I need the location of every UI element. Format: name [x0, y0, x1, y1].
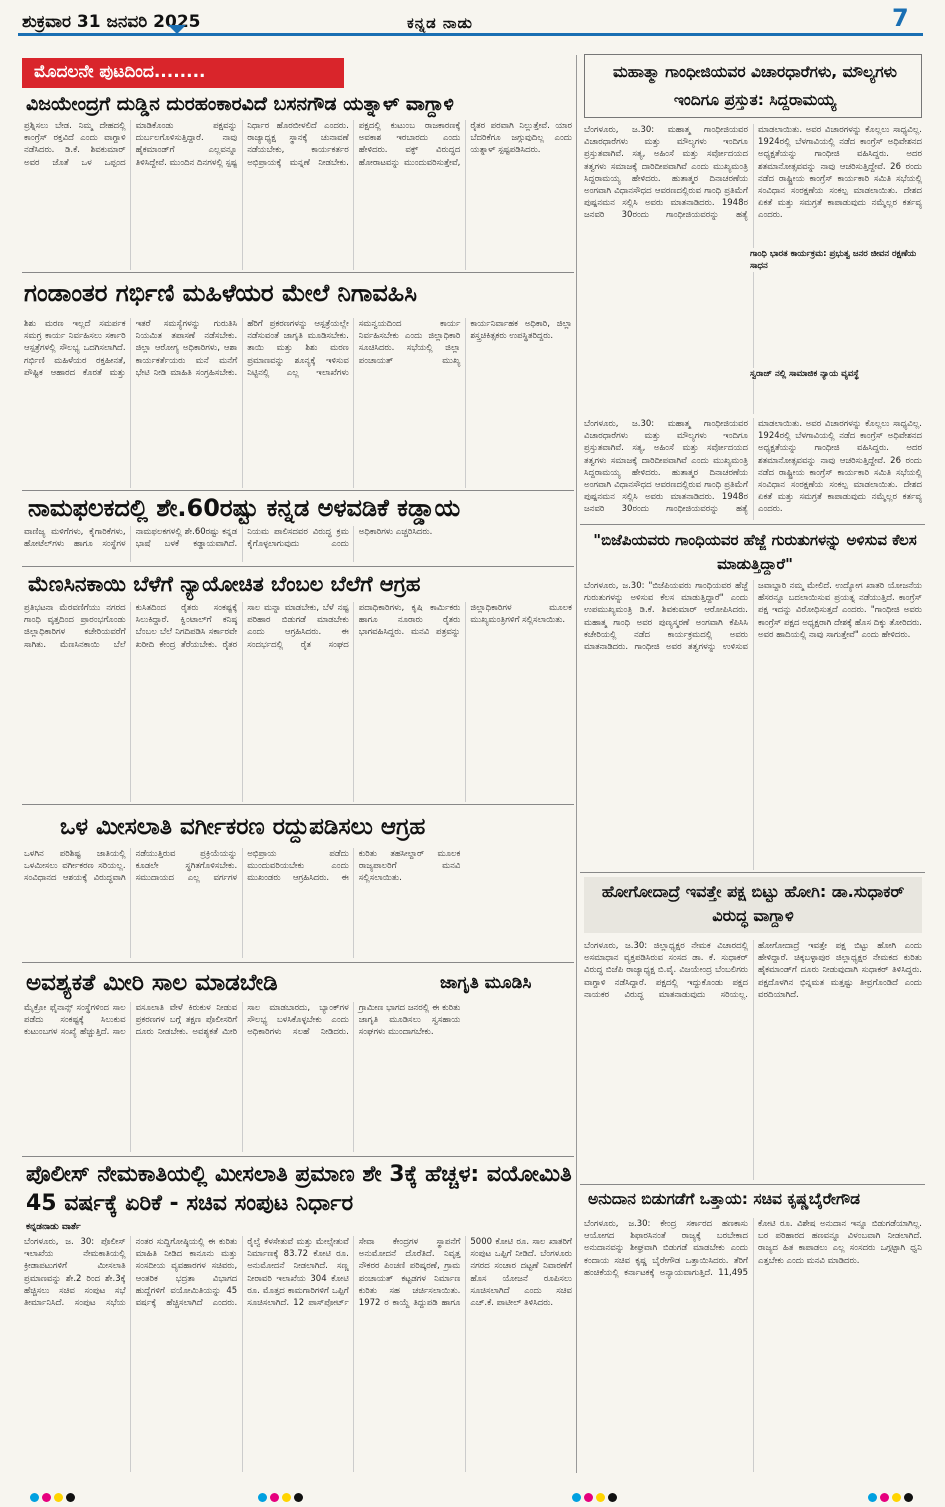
article-body: ಮೈಕ್ರೋ ಫೈನಾನ್ಸ್ ಸಂಸ್ಥೆಗಳಿಂದ ಸಾಲ ಪಡೆದು ಸಂಕಷ್ಟಕ್ಕೆ ಸಿಲುಕುವ ಕುಟುಂಬಗಳ ಸಂಖ್ಯೆ ಹೆಚ್ಚುತ್ತಿದೆ. ಸಾಲ ವಸೂಲಾತಿ ವೇಳೆ ಕಿರುಕುಳ ನೀಡುವ ಪ್ರಕರಣಗಳ ಬಗ್ಗೆ ತಕ್ಷಣ ಪೊಲೀಸರಿಗೆ ದೂರು ನೀಡಬೇಕು. ಅವಶ್ಯಕತೆ ಮೀರಿ ಸಾಲ ಮಾಡಬಾರದು, ಬ್ಯಾಂಕ್‌ಗಳ ಸೌಲಭ್ಯ ಬಳಸಿಕೊಳ್ಳಬೇಕು ಎಂದು ಅಧಿಕಾರಿಗಳು ಸಲಹೆ ನೀಡಿದರು. ಗ್ರಾಮೀಣ ಭಾಗದ ಜನರಲ್ಲಿ ಈ ಕುರಿತು ಜಾಗೃತಿ ಮೂಡಿಸಲು ಸ್ವಸಹಾಯ ಸಂಘಗಳು ಮುಂದಾಗಬೇಕು. [24, 1003, 461, 1038]
header-rule [18, 33, 923, 36]
article-headline: ಹೋಗೋದಾದ್ರೆ ಇವತ್ತೇ ಪಕ್ಷ ಬಿಟ್ಟು ಹೋಗಿ: ಡಾ.ಸುಧಾಕರ್ ವಿರುದ್ಧ ವಾಗ್ದಾಳಿ [601, 882, 905, 925]
divider [22, 804, 574, 805]
byline: ಕನ್ನಡನಾಡು ವಾರ್ತೆ [26, 1222, 81, 1232]
article-headline: ಮೆಣಸಿನಕಾಯಿ ಬೆಳೆಗೆ ನ್ಯಾಯೋಚಿತ ಬೆಂಬಲ ಬೆಲೆಗೆ ಆಗ್ರಹ [28, 572, 421, 596]
article-body: ಪ್ರತಿಭಟನಾ ಮೆರವಣಿಗೆಯು ನಗರದ ಗಾಂಧಿ ವೃತ್ತದಿಂದ ಪ್ರಾರಂಭಗೊಂಡು ಜಿಲ್ಲಾಧಿಕಾರಿಗಳ ಕಚೇರಿಯವರೆಗೆ ಸಾಗಿತು. ಮೆಣಸಿನಕಾಯಿ ಬೆಲೆ ಕುಸಿತದಿಂದ ರೈತರು ಸಂಕಷ್ಟಕ್ಕೆ ಸಿಲುಕಿದ್ದಾರೆ. ಕ್ವಿಂಟಾಲ್‌ಗೆ ಕನಿಷ್ಠ ಬೆಂಬಲ ಬೆಲೆ ನಿಗದಿಪಡಿಸಿ ಸರ್ಕಾರವೇ ಖರೀದಿ ಕೇಂದ್ರ ತೆರೆಯಬೇಕು. ರೈತರ ಸಾಲ ಮನ್ನಾ ಮಾಡಬೇಕು, ಬೆಳೆ ನಷ್ಟ ಪರಿಹಾರ ಬಿಡುಗಡೆ ಮಾಡಬೇಕು ಎಂದು ಆಗ್ರಹಿಸಿದರು. ಈ ಸಂದರ್ಭದಲ್ಲಿ ರೈತ ಸಂಘದ ಪದಾಧಿಕಾರಿಗಳು, ಕೃಷಿ ಕಾರ್ಮಿಕರು ಹಾಗೂ ನೂರಾರು ರೈತರು ಭಾಗವಹಿಸಿದ್ದರು. ಮನವಿ ಪತ್ರವನ್ನು ಜಿಲ್ಲಾಧಿಕಾರಿಗಳ ಮೂಲಕ ಮುಖ್ಯಮಂತ್ರಿಗಳಿಗೆ ಸಲ್ಲಿಸಲಾಯಿತು. [24, 603, 572, 650]
yellow-registration-dot [892, 1493, 901, 1502]
cyan-registration-dot [258, 1493, 267, 1502]
black-registration-dot [608, 1493, 617, 1502]
article-subheadline: ಜಾಗೃತಿ ಮೂಡಿಸಿ [440, 973, 532, 993]
header-rule-notch [168, 25, 186, 34]
magenta-registration-dot [270, 1493, 279, 1502]
divider [22, 490, 574, 491]
registration-marks-center-left [258, 1493, 303, 1503]
article-body: ಬೆಂಗಳೂರು, ಜ. 30: ಪೊಲೀಸ್ ಇಲಾಖೆಯ ನೇಮಕಾತಿಯಲ್ಲಿ ಕ್ರೀಡಾಪಟುಗಳಿಗೆ ಮೀಸಲಾತಿ ಪ್ರಮಾಣವನ್ನು ಶೇ.2 ರಿಂದ ಶೇ.3ಕ್ಕೆ ಹೆಚ್ಚಿಸಲು ಸಚಿವ ಸಂಪುಟ ಸಭೆ ತೀರ್ಮಾನಿಸಿದೆ. ಸಂಪುಟ ಸಭೆಯ ನಂತರ ಸುದ್ದಿಗೋಷ್ಠಿಯಲ್ಲಿ ಈ ಕುರಿತು ಮಾಹಿತಿ ನೀಡಿದ ಕಾನೂನು ಮತ್ತು ಸಂಸದೀಯ ವ್ಯವಹಾರಗಳ ಸಚಿವರು, ಆಂತರಿಕ ಭದ್ರತಾ ವಿಭಾಗದ ಹುದ್ದೆಗಳಿಗೆ ವಯೋಮಿತಿಯನ್ನು 45 ವರ್ಷಕ್ಕೆ ಹೆಚ್ಚಿಸಲಾಗಿದೆ ಎಂದರು. ರೈಲ್ವೆ ಕೆಳಸೇತುವೆ ಮತ್ತು ಮೇಲ್ಸೇತುವೆ ನಿರ್ಮಾಣಕ್ಕೆ 83.72 ಕೋಟಿ ರೂ. ಅನುಮೋದನೆ ನೀಡಲಾಗಿದೆ. ಸಣ್ಣ ನೀರಾವರಿ ಇಲಾಖೆಯ 304 ಕೋಟಿ ರೂ. ಮೊತ್ತದ ಕಾಮಗಾರಿಗಳಿಗೆ ಒಪ್ಪಿಗೆ ಸೂಚಿಸಲಾಗಿದೆ. 12 ಪಾಸ್‌ಪೋರ್ಟ್ ಸೇವಾ ಕೇಂದ್ರಗಳ ಸ್ಥಾಪನೆಗೆ ಅನುಮೋದನೆ ದೊರೆತಿದೆ. ನಿವೃತ್ತ ನೌಕರರ ಪಿಂಚಣಿ ಪರಿಷ್ಕರಣೆ, ಗ್ರಾಮ ಪಂಚಾಯತ್ ಕಟ್ಟಡಗಳ ನಿರ್ಮಾಣ ಕುರಿತು ಸಹ ಚರ್ಚಿಸಲಾಯಿತು. 1972 ರ ಕಾಯ್ದೆ ತಿದ್ದುಪಡಿ ಹಾಗೂ 5000 ಕೋಟಿ ರೂ. ಸಾಲ ಖಾತರಿಗೆ ಸಂಪುಟ ಒಪ್ಪಿಗೆ ನೀಡಿದೆ. ಬೆಂಗಳೂರು ನಗರದ ಸಂಚಾರ ದಟ್ಟಣೆ ನಿವಾರಣೆಗೆ ಹೊಸ ಯೋಜನೆ ರೂಪಿಸಲು ಸೂಚಿಸಲಾಗಿದೆ ಎಂದು ಸಚಿವ ಎಚ್.ಕೆ. ಪಾಟೀಲ್ ತಿಳಿಸಿದರು. [24, 1237, 572, 1309]
article-headline: ಒಳ ಮೀಸಲಾತಿ ವರ್ಗೀಕರಣ ರದ್ದುಪಡಿಸಲು ಆಗ್ರಹ [60, 814, 426, 840]
article-headline: ವಿಜಯೇಂದ್ರಗೆ ದುಡ್ಡಿನ ದುರಹಂಕಾರವಿದೆ ಬಸನಗೌಡ ಯತ್ನಾಳ್ ವಾಗ್ದಾಳಿ [26, 93, 454, 115]
article-body-continued: ಬೆಂಗಳೂರು, ಜ.30: ಮಹಾತ್ಮ ಗಾಂಧೀಜಿಯವರ ವಿಚಾರಧಾರೆಗಳು ಮತ್ತು ಮೌಲ್ಯಗಳು ಇಂದಿಗೂ ಪ್ರಸ್ತುತವಾಗಿವೆ. ಸತ್ಯ, ಅಹಿಂಸೆ ಮತ್ತು ಸರ್ವೋದಯದ ತತ್ವಗಳು ಸಮಾಜಕ್ಕೆ ದಾರಿದೀಪವಾಗಿವೆ ಎಂದು ಮುಖ್ಯಮಂತ್ರಿ ಸಿದ್ದರಾಮಯ್ಯ ಹೇಳಿದರು. ಹುತಾತ್ಮರ ದಿನಾಚರಣೆಯ ಅಂಗವಾಗಿ ವಿಧಾನಸೌಧದ ಆವರಣದಲ್ಲಿರುವ ಗಾಂಧಿ ಪ್ರತಿಮೆಗೆ ಪುಷ್ಪನಮನ ಸಲ್ಲಿಸಿ ಅವರು ಮಾತನಾಡಿದರು. 1948ರ ಜನವರಿ 30ರಂದು ಗಾಂಧೀಜಿಯವರನ್ನು ಹತ್ಯೆ ಮಾಡಲಾಯಿತು. ಅವರ ವಿಚಾರಗಳನ್ನು ಕೊಲ್ಲಲು ಸಾಧ್ಯವಿಲ್ಲ. 1924ರಲ್ಲಿ ಬೆಳಗಾವಿಯಲ್ಲಿ ನಡೆದ ಕಾಂಗ್ರೆಸ್ ಅಧಿವೇಶನದ ಅಧ್ಯಕ್ಷತೆಯನ್ನು ಗಾಂಧೀಜಿ ವಹಿಸಿದ್ದರು. ಅದರ ಶತಮಾನೋತ್ಸವವನ್ನು ನಾವು ಆಚರಿಸುತ್ತಿದ್ದೇವೆ. 26 ರಂದು ನಡೆದ ರಾಷ್ಟ್ರೀಯ ಕಾಂಗ್ರೆಸ್ ಕಾರ್ಯಕಾರಿ ಸಮಿತಿ ಸಭೆಯಲ್ಲಿ ಸಂವಿಧಾನ ಸಂರಕ್ಷಣೆಯ ಸಂಕಲ್ಪ ಮಾಡಲಾಯಿತು. ದೇಶದ ಏಕತೆ ಮತ್ತು ಸಮಗ್ರತೆ ಕಾಪಾಡುವುದು ನಮ್ಮೆಲ್ಲರ ಕರ್ತವ್ಯ ಎಂದರು. [584, 419, 922, 515]
article-headline: "ಬಿಜೆಪಿಯವರು ಗಾಂಧಿಯವರ ಹೆಜ್ಜೆ ಗುರುತುಗಳನ್ನು ಅಳಿಸುವ ಕೆಲಸ ಮಾಡುತ್ತಿದ್ದಾರೆ" [593, 531, 917, 573]
magenta-registration-dot [880, 1493, 889, 1502]
continued-from-front-kicker: ಮೊದಲನೇ ಪುಟದಿಂದ........ [22, 58, 344, 88]
divider [22, 1156, 574, 1157]
article-headline: ನಾಮಫಲಕದಲ್ಲಿ ಶೇ.60ರಷ್ಟು ಕನ್ನಡ ಅಳವಡಿಕೆ ಕಡ್ಡಾಯ [28, 494, 461, 522]
article-headline: ಮಹಾತ್ಮಾ ಗಾಂಧೀಜಿಯವರ ವಿಚಾರಧಾರೆಗಳು, ಮೌಲ್ಯಗಳು ಇಂದಿಗೂ ಪ್ರಸ್ತುತ: ಸಿದ್ದರಾಮಯ್ಯ [613, 63, 897, 109]
page-number: 7 [892, 4, 909, 32]
yellow-registration-dot [596, 1493, 605, 1502]
article-body: ವಾಣಿಜ್ಯ ಮಳಿಗೆಗಳು, ಕೈಗಾರಿಕೆಗಳು, ಹೋಟೆಲ್‌ಗಳು ಹಾಗೂ ಸಂಸ್ಥೆಗಳ ನಾಮಫಲಕಗಳಲ್ಲಿ ಶೇ.60ರಷ್ಟು ಕನ್ನಡ ಭಾಷೆ ಬಳಕೆ ಕಡ್ಡಾಯವಾಗಿದೆ. ನಿಯಮ ಪಾಲಿಸದವರ ವಿರುದ್ಧ ಕ್ರಮ ಕೈಗೊಳ್ಳಲಾಗುವುದು ಎಂದು ಅಧಿಕಾರಿಗಳು ಎಚ್ಚರಿಸಿದರು. [24, 527, 433, 550]
article-body: ಬೆಂಗಳೂರು, ಜ.30: ಕೇಂದ್ರ ಸರ್ಕಾರದ ಹಣಕಾಸು ಆಯೋಗದ ಶಿಫಾರಸಿನಂತೆ ರಾಜ್ಯಕ್ಕೆ ಬರಬೇಕಾದ ಅನುದಾನವನ್ನು ಶೀಘ್ರವಾಗಿ ಬಿಡುಗಡೆ ಮಾಡಬೇಕು ಎಂದು ಕಂದಾಯ ಸಚಿವ ಕೃಷ್ಣ ಬೈರೇಗೌಡ ಒತ್ತಾಯಿಸಿದರು. ತೆರಿಗೆ ಹಂಚಿಕೆಯಲ್ಲಿ ಕರ್ನಾಟಕಕ್ಕೆ ಅನ್ಯಾಯವಾಗುತ್ತಿದೆ. 11,495 ಕೋಟಿ ರೂ. ವಿಶೇಷ ಅನುದಾನ ಇನ್ನೂ ಬಿಡುಗಡೆಯಾಗಿಲ್ಲ. ಬರ ಪರಿಹಾರದ ಹಣವನ್ನೂ ವಿಳಂಬವಾಗಿ ನೀಡಲಾಗಿದೆ. ರಾಜ್ಯದ ಹಿತ ಕಾಪಾಡಲು ಎಲ್ಲ ಸಂಸದರು ಒಗ್ಗಟ್ಟಾಗಿ ಧ್ವನಿ ಎತ್ತಬೇಕು ಎಂದು ಮನವಿ ಮಾಡಿದರು. [584, 1219, 922, 1278]
black-registration-dot [66, 1493, 75, 1502]
divider [580, 524, 925, 525]
masthead: ಕನ್ನಡ ನಾಡು [407, 14, 473, 32]
article-headline: ಗಂಡಾಂತರ ಗರ್ಭಿಣಿ ಮಹಿಳೆಯರ ಮೇಲೆ ನಿಗಾವಹಿಸಿ [24, 279, 417, 307]
article-body: ಪ್ರಶ್ನಿಸಲು ಬೇಡ. ನಿಮ್ಮ ದೇಹದಲ್ಲಿ ಕಾಂಗ್ರೆಸ್ ರಕ್ತವಿದೆ ಎಂದು ವಾಗ್ದಾಳಿ ನಡೆಸಿದರು. ಡಿ.ಕೆ. ಶಿವಕುಮಾರ್ ಅವರ ಜೊತೆ ಒಳ ಒಪ್ಪಂದ ಮಾಡಿಕೊಂಡು ಪಕ್ಷವನ್ನು ದುರ್ಬಲಗೊಳಿಸುತ್ತಿದ್ದಾರೆ. ನಾವು ಹೈಕಮಾಂಡ್‌ಗೆ ಎಲ್ಲವನ್ನೂ ತಿಳಿಸಿದ್ದೇವೆ. ಮುಂದಿನ ದಿನಗಳಲ್ಲಿ ಸ್ಪಷ್ಟ ನಿರ್ಧಾರ ಹೊರಬೀಳಲಿದೆ ಎಂದರು. ರಾಜ್ಯಾಧ್ಯಕ್ಷ ಸ್ಥಾನಕ್ಕೆ ಚುನಾವಣೆ ನಡೆಯಬೇಕು, ಕಾರ್ಯಕರ್ತರ ಅಭಿಪ್ರಾಯಕ್ಕೆ ಮನ್ನಣೆ ನೀಡಬೇಕು. ಪಕ್ಷದಲ್ಲಿ ಕುಟುಂಬ ರಾಜಕಾರಣಕ್ಕೆ ಅವಕಾಶ ಇರಬಾರದು ಎಂದು ಹೇಳಿದರು. ವಕ್ಫ್ ವಿರುದ್ಧದ ಹೋರಾಟವನ್ನು ಮುಂದುವರಿಸುತ್ತೇವೆ, ರೈತರ ಪರವಾಗಿ ನಿಲ್ಲುತ್ತೇವೆ. ಯಾರ ಬೆದರಿಕೆಗೂ ಜಗ್ಗುವುದಿಲ್ಲ ಎಂದು ಯತ್ನಾಳ್ ಸ್ಪಷ್ಟಪಡಿಸಿದರು. [24, 121, 572, 168]
black-registration-dot [294, 1493, 303, 1502]
divider [580, 872, 925, 873]
column-divider [576, 55, 577, 1473]
article-body: ಬೆಂಗಳೂರು, ಜ.30: ಜಿಲ್ಲಾಧ್ಯಕ್ಷರ ನೇಮಕ ವಿಚಾರದಲ್ಲಿ ಅಸಮಾಧಾನ ವ್ಯಕ್ತಪಡಿಸಿರುವ ಸಂಸದ ಡಾ. ಕೆ. ಸುಧಾಕರ್ ವಿರುದ್ಧ ಬಿಜೆಪಿ ರಾಜ್ಯಾಧ್ಯಕ್ಷ ಬಿ.ವೈ. ವಿಜಯೇಂದ್ರ ಬೆಂಬಲಿಗರು ವಾಗ್ದಾಳಿ ನಡೆಸಿದ್ದಾರೆ. ಪಕ್ಷದಲ್ಲಿ ಇದ್ದುಕೊಂಡು ಪಕ್ಷದ ನಾಯಕರ ವಿರುದ್ಧ ಮಾತನಾಡುವುದು ಸರಿಯಲ್ಲ. ಹೋಗೋದಾದ್ರೆ ಇವತ್ತೇ ಪಕ್ಷ ಬಿಟ್ಟು ಹೋಗಿ ಎಂದು ಹೇಳಿದ್ದಾರೆ. ಚಿಕ್ಕಬಳ್ಳಾಪುರ ಜಿಲ್ಲಾಧ್ಯಕ್ಷರ ನೇಮಕದ ಕುರಿತು ಹೈಕಮಾಂಡ್‌ಗೆ ದೂರು ನೀಡುವುದಾಗಿ ಸುಧಾಕರ್ ತಿಳಿಸಿದ್ದರು. ಪಕ್ಷದೊಳಗಿನ ಭಿನ್ನಮತ ಮತ್ತಷ್ಟು ತೀವ್ರಗೊಂಡಿದೆ ಎಂದು ವರದಿಯಾಗಿದೆ. [584, 941, 922, 1000]
magenta-registration-dot [584, 1493, 593, 1502]
article-headline: ಅನುದಾನ ಬಿಡುಗಡೆಗೆ ಒತ್ತಾಯ: ಸಚಿವ ಕೃಷ್ಣಬೈರೇಗೌಡ [588, 1190, 861, 1208]
cyan-registration-dot [868, 1493, 877, 1502]
article-headline: ಅವಶ್ಯಕತೆ ಮೀರಿ ಸಾಲ ಮಾಡಬೇಡಿ [26, 970, 278, 996]
article-subheadline: ಸ್ವರಾಜ್ ನಲ್ಲಿ ಸಾಮಾಜಿಕ ನ್ಯಾಯ ವ್ಯವಸ್ಥೆ [750, 368, 922, 380]
registration-marks-right [868, 1493, 913, 1503]
registration-marks-center-right [572, 1493, 617, 1503]
divider [580, 1184, 925, 1185]
article-headline: ಪೊಲೀಸ್ ನೇಮಕಾತಿಯಲ್ಲಿ ಮೀಸಲಾತಿ ಪ್ರಮಾಣ ಶೇ 3ಕ್ಕೆ ಹೆಚ್ಚಳ: ವಯೋಮಿತಿ 45 ವರ್ಷಕ್ಕೆ ಏರಿಕೆ - ಸಚಿವ ಸಂಪುಟ ನಿರ್ಧಾರ [26, 1162, 572, 1216]
divider [22, 566, 574, 567]
yellow-registration-dot [54, 1493, 63, 1502]
magenta-registration-dot [42, 1493, 51, 1502]
article-subheadline: ಗಾಂಧಿ ಭಾರತ ಕಾರ್ಯಕ್ರಮ: ಪ್ರಭುತ್ವ ಜನರ ಜೀವನ ರಕ್ಷಣೆಯ ಸಾಧನ [750, 248, 922, 272]
cyan-registration-dot [30, 1493, 39, 1502]
article-body: ಶಿಶು ಮರಣ ಇಲ್ಲದೆ ಸಮರ್ಪಕ ಸಮಗ್ರ ಕಾರ್ಯ ನಿರ್ವಹಿಸಲು ಸರ್ಕಾರಿ ಆಸ್ಪತ್ರೆಗಳಲ್ಲಿ ಸೌಲಭ್ಯ ಒದಗಿಸಲಾಗಿದೆ. ಗರ್ಭಿಣಿ ಮಹಿಳೆಯರ ರಕ್ತಹೀನತೆ, ಪೌಷ್ಟಿಕ ಆಹಾರದ ಕೊರತೆ ಮತ್ತು ಇತರೆ ಸಮಸ್ಯೆಗಳನ್ನು ಗುರುತಿಸಿ ನಿಯಮಿತ ತಪಾಸಣೆ ನಡೆಸಬೇಕು. ಜಿಲ್ಲಾ ಆರೋಗ್ಯ ಅಧಿಕಾರಿಗಳು, ಆಶಾ ಕಾರ್ಯಕರ್ತೆಯರು ಮನೆ ಮನೆಗೆ ಭೇಟಿ ನೀಡಿ ಮಾಹಿತಿ ಸಂಗ್ರಹಿಸಬೇಕು. ಹೆರಿಗೆ ಪ್ರಕರಣಗಳನ್ನು ಆಸ್ಪತ್ರೆಯಲ್ಲೇ ನಡೆಸುವಂತೆ ಜಾಗೃತಿ ಮೂಡಿಸಬೇಕು. ತಾಯಿ ಮತ್ತು ಶಿಶು ಮರಣ ಪ್ರಮಾಣವನ್ನು ಶೂನ್ಯಕ್ಕೆ ಇಳಿಸುವ ನಿಟ್ಟಿನಲ್ಲಿ ಎಲ್ಲ ಇಲಾಖೆಗಳು ಸಮನ್ವಯದಿಂದ ಕಾರ್ಯ ನಿರ್ವಹಿಸಬೇಕು ಎಂದು ಜಿಲ್ಲಾಧಿಕಾರಿ ಸೂಚಿಸಿದರು. ಸಭೆಯಲ್ಲಿ ಜಿಲ್ಲಾ ಪಂಚಾಯತ್ ಮುಖ್ಯ ಕಾರ್ಯನಿರ್ವಾಹಕ ಅಧಿಕಾರಿ, ಜಿಲ್ಲಾ ಶಸ್ತ್ರಚಿಕಿತ್ಸಕರು ಉಪಸ್ಥಿತರಿದ್ದರು. [24, 319, 572, 378]
issue-date: ಶುಕ್ರವಾರ 31 ಜನವರಿ 2025 [22, 12, 201, 32]
cyan-registration-dot [572, 1493, 581, 1502]
article-body: ಬೆಂಗಳೂರು, ಜ.30: "ಬಿಜೆಪಿಯವರು ಗಾಂಧಿಯವರ ಹೆಜ್ಜೆ ಗುರುತುಗಳನ್ನು ಅಳಿಸುವ ಕೆಲಸ ಮಾಡುತ್ತಿದ್ದಾರೆ" ಎಂದು ಉಪಮುಖ್ಯಮಂತ್ರಿ ಡಿ.ಕೆ. ಶಿವಕುಮಾರ್ ಆರೋಪಿಸಿದರು. ಮಹಾತ್ಮ ಗಾಂಧಿ ಅವರ ಪುಣ್ಯಸ್ಮರಣೆ ಅಂಗವಾಗಿ ಕೆಪಿಸಿಸಿ ಕಚೇರಿಯಲ್ಲಿ ನಡೆದ ಕಾರ್ಯಕ್ರಮದಲ್ಲಿ ಅವರು ಮಾತನಾಡಿದರು. ಗಾಂಧೀಜಿ ಅವರ ತತ್ವಗಳನ್ನು ಉಳಿಸುವ ಜವಾಬ್ದಾರಿ ನಮ್ಮ ಮೇಲಿದೆ. ಉದ್ಯೋಗ ಖಾತರಿ ಯೋಜನೆಯ ಹೆಸರನ್ನೂ ಬದಲಾಯಿಸುವ ಪ್ರಯತ್ನ ನಡೆಯುತ್ತಿದೆ. ಕಾಂಗ್ರೆಸ್ ಪಕ್ಷ ಇದನ್ನು ವಿರೋಧಿಸುತ್ತದೆ ಎಂದರು. "ಗಾಂಧೀಜಿ ಅವರು ಕಾಂಗ್ರೆಸ್ ಪಕ್ಷದ ಅಧ್ಯಕ್ಷರಾಗಿ ದೇಶಕ್ಕೆ ಹೊಸ ದಿಕ್ಕು ತೋರಿದರು. ಅವರ ಹಾದಿಯಲ್ಲಿ ನಾವು ಸಾಗುತ್ತೇವೆ" ಎಂದು ಹೇಳಿದರು. [584, 581, 922, 653]
divider [22, 272, 574, 273]
article-body: ಒಳಗಿನ ಪರಿಶಿಷ್ಟ ಜಾತಿಯಲ್ಲಿ ಒಳಮೀಸಲು ವರ್ಗೀಕರಣ ಸರಿಯಲ್ಲ. ಸಂವಿಧಾನದ ಆಶಯಕ್ಕೆ ವಿರುದ್ಧವಾಗಿ ನಡೆಯುತ್ತಿರುವ ಪ್ರಕ್ರಿಯೆಯನ್ನು ಕೂಡಲೇ ಸ್ಥಗಿತಗೊಳಿಸಬೇಕು. ಸಮುದಾಯದ ಎಲ್ಲ ವರ್ಗಗಳ ಅಭಿಪ್ರಾಯ ಪಡೆದು ಮುಂದುವರಿಯಬೇಕು ಎಂದು ಮುಖಂಡರು ಆಗ್ರಹಿಸಿದರು. ಈ ಕುರಿತು ತಹಸೀಲ್ದಾರ್ ಮೂಲಕ ರಾಜ್ಯಪಾಲರಿಗೆ ಮನವಿ ಸಲ್ಲಿಸಲಾಯಿತು. [24, 849, 461, 884]
article-body: ಬೆಂಗಳೂರು, ಜ.30: ಮಹಾತ್ಮ ಗಾಂಧೀಜಿಯವರ ವಿಚಾರಧಾರೆಗಳು ಮತ್ತು ಮೌಲ್ಯಗಳು ಇಂದಿಗೂ ಪ್ರಸ್ತುತವಾಗಿವೆ. ಸತ್ಯ, ಅಹಿಂಸೆ ಮತ್ತು ಸರ್ವೋದಯದ ತತ್ವಗಳು ಸಮಾಜಕ್ಕೆ ದಾರಿದೀಪವಾಗಿವೆ ಎಂದು ಮುಖ್ಯಮಂತ್ರಿ ಸಿದ್ದರಾಮಯ್ಯ ಹೇಳಿದರು. ಹುತಾತ್ಮರ ದಿನಾಚರಣೆಯ ಅಂಗವಾಗಿ ವಿಧಾನಸೌಧದ ಆವರಣದಲ್ಲಿರುವ ಗಾಂಧಿ ಪ್ರತಿಮೆಗೆ ಪುಷ್ಪನಮನ ಸಲ್ಲಿಸಿ ಅವರು ಮಾತನಾಡಿದರು. 1948ರ ಜನವರಿ 30ರಂದು ಗಾಂಧೀಜಿಯವರನ್ನು ಹತ್ಯೆ ಮಾಡಲಾಯಿತು. ಅವರ ವಿಚಾರಗಳನ್ನು ಕೊಲ್ಲಲು ಸಾಧ್ಯವಿಲ್ಲ. 1924ರಲ್ಲಿ ಬೆಳಗಾವಿಯಲ್ಲಿ ನಡೆದ ಕಾಂಗ್ರೆಸ್ ಅಧಿವೇಶನದ ಅಧ್ಯಕ್ಷತೆಯನ್ನು ಗಾಂಧೀಜಿ ವಹಿಸಿದ್ದರು. ಅದರ ಶತಮಾನೋತ್ಸವವನ್ನು ನಾವು ಆಚರಿಸುತ್ತಿದ್ದೇವೆ. 26 ರಂದು ನಡೆದ ರಾಷ್ಟ್ರೀಯ ಕಾಂಗ್ರೆಸ್ ಕಾರ್ಯಕಾರಿ ಸಮಿತಿ ಸಭೆಯಲ್ಲಿ ಸಂವಿಧಾನ ಸಂರಕ್ಷಣೆಯ ಸಂಕಲ್ಪ ಮಾಡಲಾಯಿತು. ದೇಶದ ಏಕತೆ ಮತ್ತು ಸಮಗ್ರತೆ ಕಾಪಾಡುವುದು ನಮ್ಮೆಲ್ಲರ ಕರ್ತವ್ಯ ಎಂದರು. [584, 125, 922, 221]
registration-marks-left [30, 1493, 75, 1503]
yellow-registration-dot [282, 1493, 291, 1502]
divider [22, 962, 574, 963]
black-registration-dot [904, 1493, 913, 1502]
